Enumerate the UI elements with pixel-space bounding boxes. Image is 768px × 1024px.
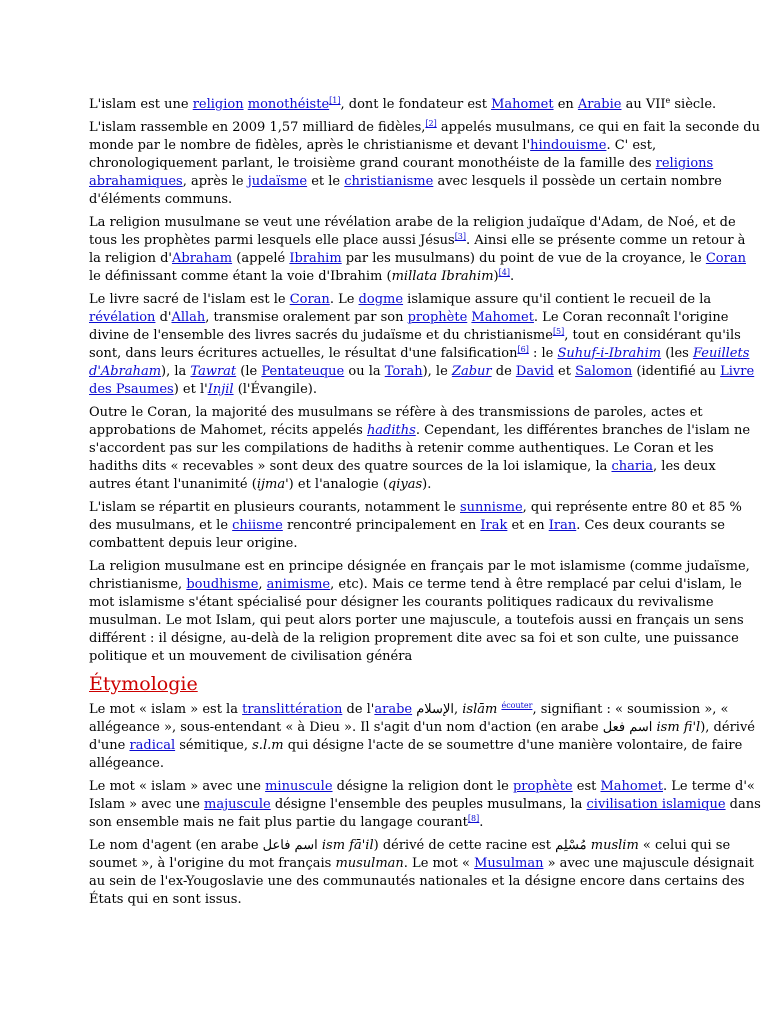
link-injil[interactable]: Injil xyxy=(207,382,234,397)
paragraph-etymologie-3: Le nom d'agent (en arabe اسم فاعل ism fā'il) dérivé de cette racine est مُسْلِم muslim « celui qui se soumet », à l'origine du mot français musulman. Le mot « Musulman » avec une majuscule désignait au sein de l'ex-Yougoslavie une des communautés nationales et la désigne encore dans certains des États qui en sont issus. xyxy=(89,838,754,907)
link-hindouisme[interactable]: hindouisme xyxy=(530,138,607,153)
link-hadiths[interactable]: hadiths xyxy=(366,423,416,438)
paragraph-revelation: La religion musulmane se veut une révélation arabe de la religion judaïque d'Adam, de Noé, et de tous les prophètes parmi lesquels elle place aussi Jésus[3]. Ainsi elle se présente comme un retour à la religion d'Abraham (appelé Ibrahim par les musulmans) du point de vue de la croyance, le Coran le définissant comme étant la voie d'Ibrahim (millata Ibrahim)[4]. xyxy=(89,215,746,284)
link-civilisation-islamique[interactable]: civilisation islamique xyxy=(586,797,726,812)
paragraph-hadiths: Outre le Coran, la majorité des musulmans se réfère à des transmissions de paroles, actes et approbations de Mahomet, récits appelés hadiths. Cependant, les différentes branches de l'islam ne s'accordent pas sur les compilations de hadiths à retenir comme authentiques. Le Coran et les hadiths dits « recevables » sont deux des quatre sources de la loi islamique, la charia, les deux autres étant l'unanimité (ijma') et l'analogie (qiyas). xyxy=(89,405,751,492)
article-body xyxy=(89,96,761,914)
link-suhuf-i-ibrahim[interactable]: Suhuf-i-Ibrahim xyxy=(557,346,662,361)
paragraph-courants: L'islam se répartit en plusieurs courants, notamment le sunnisme, qui représente entre 80 et 85 % des musulmans, et le chiisme rencontré principalement en Irak et en Iran. Ces deux courants se combattent depuis leur origine. xyxy=(89,500,742,551)
superscript-e: e xyxy=(665,96,671,105)
ref-1[interactable]: [1] xyxy=(329,96,341,105)
link-arabe[interactable]: arabe xyxy=(374,702,413,717)
link-boudhisme[interactable]: boudhisme xyxy=(186,577,259,592)
link-minuscule[interactable]: minuscule xyxy=(265,779,333,794)
link-david[interactable]: David xyxy=(515,364,554,379)
link-chiisme[interactable]: chiisme xyxy=(232,518,283,533)
link-mahomet[interactable]: Mahomet xyxy=(600,779,663,794)
paragraph-etymologie-2: Le mot « islam » avec une minuscule désigne la religion dont le prophète est Mahomet. Le terme d'« Islam » avec une majuscule désigne l'ensemble des peuples musulmans, la civilisation islamique dans son ensemble mais ne fait plus partie du langage courant[8]. xyxy=(89,779,761,830)
paragraph-etymologie-1: Le mot « islam » est la translittération de l'arabe الإسلام, islām $^{écouter}$, signifiant : « soumission », « allégeance », sous-entendant « à Dieu ». Il s'agit d'un nom d'action (en arabe اسم فعل ism fi'l), dérivé d'une radical sémitique, s.l.m qui désigne l'acte de se soumettre d'une manière volontaire, de faire allégeance. xyxy=(89,701,755,771)
ref-3[interactable]: [3] xyxy=(454,232,467,241)
link-musulman[interactable]: Musulman xyxy=(474,856,544,871)
paragraph-intro: L'islam est une religion monothéiste[1], dont le fondateur est Mahomet en Arabie au VIIe siècle. xyxy=(89,96,717,112)
link-monotheiste[interactable]: monothéiste xyxy=(247,97,330,112)
arabic-muslim: مُسْلِم xyxy=(555,838,587,853)
link-arabie[interactable]: Arabie xyxy=(577,97,622,112)
section-heading-etymologie[interactable]: Étymologie xyxy=(89,673,198,695)
link-mahomet[interactable]: Mahomet xyxy=(491,97,554,112)
link-irak[interactable]: Irak xyxy=(480,518,508,533)
ref-8[interactable]: [8] xyxy=(467,814,480,823)
link-mahomet[interactable]: Mahomet xyxy=(471,310,534,325)
link-translitteration[interactable]: translittération xyxy=(242,702,343,717)
link-majuscule[interactable]: majuscule xyxy=(204,797,271,812)
link-animisme[interactable]: animisme xyxy=(266,577,331,592)
paragraph-islamisme: La religion musulmane est en principe désignée en français par le mot islamisme (comme judaïsme, christianisme, boudhisme, animisme, etc). Mais ce terme tend à être remplacé par celui d'islam, le mot islamisme s'étant spécialisé pour désigner les courants politiques radicaux du revivalisme musulman. Le mot Islam, qui peut alors porter une majuscule, a toutefois aussi en français un sens différent : il désigne, au-delà de la religion proprement dite avec sa foi et son culte, une puissance politique et un mouvement de civilisation généra xyxy=(89,559,750,664)
paragraph-livre-sacre: Le livre sacré de l'islam est le Coran. Le dogme islamique assure qu'il contient le recueil de la révélation d'Allah, transmise oralement par son prophète Mahomet. Le Coran reconnaît l'origine divine de l'ensemble des livres sacrés du judaïsme et du christianisme[5], tout en considérant qu'ils sont, dans leurs écritures actuelles, le résultat d'une falsification[6] : le Suhuf-i-Ibrahim (les Feuillets d'Abraham), la Tawrat (le Pentateuque ou la Torah), le Zabur de David et Salomon (identifié au Livre des Psaumes) et l'Injil (l'Évangile). xyxy=(89,292,755,397)
link-judaisme[interactable]: judaïsme xyxy=(247,174,308,189)
link-dogme[interactable]: dogme xyxy=(358,292,404,307)
link-salomon[interactable]: Salomon xyxy=(575,364,633,379)
link-radical[interactable]: radical xyxy=(129,738,176,753)
link-allah[interactable]: Allah xyxy=(171,310,206,325)
arabic-ism-fil: اسم فعل xyxy=(602,720,653,735)
link-pentateuque[interactable]: Pentateuque xyxy=(261,364,345,379)
arabic-ism-fail: اسم فاعل xyxy=(262,838,318,853)
link-coran[interactable]: Coran xyxy=(289,292,330,307)
paragraph-fideles: L'islam rassemble en 2009 1,57 milliard de fidèles,[2] appelés musulmans, ce qui en fait la seconde du monde par le nombre de fidèles, après le christianisme et devant l'hindouisme. C' est, chronologiquement parlant, le troisième grand courant monothéiste de la famille des religions abrahamiques, après le judaïsme et le christianisme avec lesquels il possède un certain nombre d'éléments communs. xyxy=(89,119,761,207)
ref-4[interactable]: [4] xyxy=(498,268,510,277)
link-religion[interactable]: religion xyxy=(192,97,244,112)
link-prophete[interactable]: prophète xyxy=(512,779,573,794)
link-zabur[interactable]: Zabur xyxy=(451,364,492,379)
listen-audio-link[interactable]: écouter xyxy=(501,701,533,710)
link-tawrat[interactable]: Tawrat xyxy=(190,364,237,379)
link-christianisme[interactable]: christianisme xyxy=(344,174,434,189)
link-abraham[interactable]: Abraham xyxy=(171,251,233,266)
link-religions-abrahamiques[interactable]: religions abrahamiques xyxy=(89,156,714,189)
link-sunnisme[interactable]: sunnisme xyxy=(460,500,523,515)
ref-5[interactable]: [5] xyxy=(552,327,565,336)
link-coran[interactable]: Coran xyxy=(705,251,746,266)
link-charia[interactable]: charia xyxy=(611,459,654,474)
arabic-al-islam: الإسلام xyxy=(416,702,454,717)
link-livre-des-psaumes[interactable]: Livre des Psaumes xyxy=(89,364,755,397)
ref-2[interactable]: [2] xyxy=(425,119,437,128)
link-torah[interactable]: Torah xyxy=(384,364,423,379)
link-ibrahim[interactable]: Ibrahim xyxy=(289,251,342,266)
link-iran[interactable]: Iran xyxy=(548,518,577,533)
ref-6[interactable]: [6] xyxy=(517,345,529,354)
link-revelation[interactable]: révélation xyxy=(89,310,156,325)
link-prophete[interactable]: prophète xyxy=(407,310,468,325)
link-feuillets-abraham[interactable]: Feuillets d'Abraham xyxy=(89,346,750,379)
